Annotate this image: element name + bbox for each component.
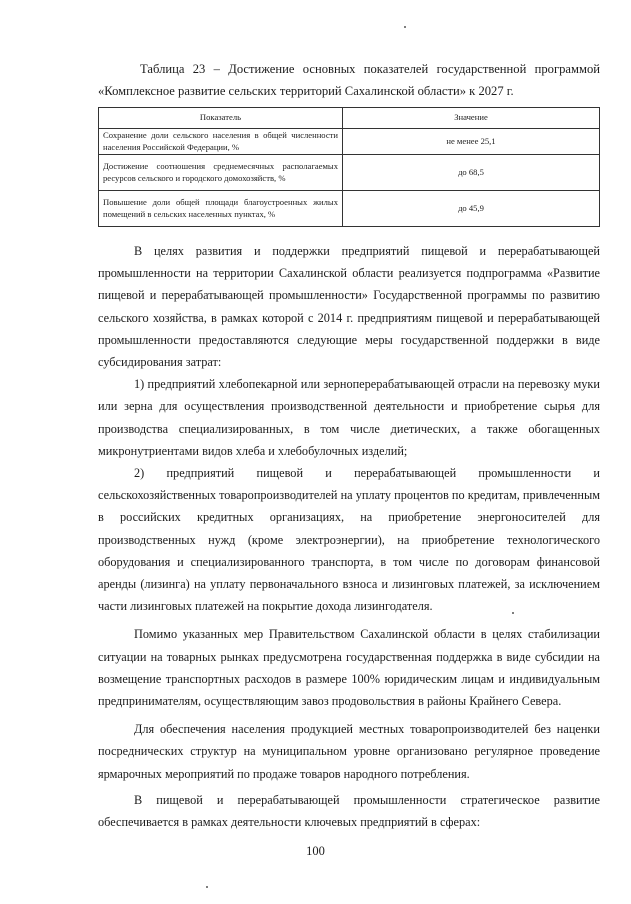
paragraph: Для обеспечения населения продукцией местных товаропроизводителей без наценки посреднических структур на муниципальном уровне организовано регулярное проведение ярмарочных мероприятий по продаже товаров народного потребления. <box>98 722 600 781</box>
paragraph: 1) предприятий хлебопекарной или зерноперерабатывающей отрасли на перевозку муки или зерна для осуществления производственной деятельности и приобретение сырья для производства специализированных, в том числе диетических, а также обогащенных микронутриентами видов хлеба и хлебобулочных изделий; <box>98 377 600 458</box>
value-cell: не менее 25,1 <box>343 129 600 155</box>
table-header-row <box>99 108 600 129</box>
indicators-table <box>98 107 600 227</box>
scan-speck <box>206 886 208 888</box>
table-caption-line-1: Таблица 23 – Достижение основных показателей государственной программой <box>140 62 600 76</box>
table-row <box>99 191 600 227</box>
indicator-cell: Сохранение доли сельского населения в общей численности населения Российской Федерации, % <box>99 129 343 155</box>
paragraph: Помимо указанных мер Правительством Сахалинской области в целях стабилизации ситуации на товарных рынках предусмотрена государственная поддержка в виде субсидии на возмещение транспортных расходов в размере 100% юридическим лицам и индивидуальным предпринимателям, осуществляющим завоз продовольствия в районы Крайнего Севера. <box>98 627 600 709</box>
paragraph: В пищевой и перерабатывающей промышленности стратегическое развитие обеспечивается в рамках деятельности ключевых предприятий в сферах: <box>98 792 600 830</box>
body-text <box>98 240 600 833</box>
value-cell: до 45,9 <box>343 191 600 227</box>
table-caption-line-2: «Комплексное развитие сельских территорий Сахалинской области» к 2027 г. <box>98 84 514 98</box>
indicator-cell: Повышение доли общей площади благоустроенных жилых помещений в сельских населенных пунктах, % <box>99 191 343 227</box>
scan-speck <box>512 612 514 614</box>
table-caption <box>98 58 600 102</box>
indicator-cell: Достижение соотношения среднемесячных располагаемых ресурсов сельского и городского домохозяйств, % <box>99 155 343 191</box>
value-cell: до 68,5 <box>343 155 600 191</box>
paragraph: 2) предприятий пищевой и перерабатывающей промышленности и сельскохозяйственных товаропроизводителей на уплату процентов по кредитам, привлеченным в российских кредитных организациях, на приобретение энергоносителей для производственных нужд (кроме электроэнергии), на приобретение технологического оборудования и специализированного транспорта, в том числе по договорам финансовой аренды (лизинга) на уплату первоначального взноса и лизинговых платежей, за исключением части лизинговых платежей на покрытие дохода лизингодателя. <box>98 466 600 614</box>
header-value: Значение <box>343 108 600 129</box>
scan-speck <box>404 26 406 28</box>
page-number: 100 <box>306 844 325 858</box>
paragraph: В целях развития и поддержки предприятий пищевой и перерабатывающей промышленности на территории Сахалинской области реализуется подпрограмма «Развитие пищевой и перерабатывающей промышленности» Государственной программы по развитию сельского хозяйства, в рамках которой с 2014 г. предприятиям пищевой и перерабатывающей промышленности предоставляются следующие меры государственной поддержки в виде субсидирования затрат: <box>98 244 600 370</box>
header-indicator: Показатель <box>99 108 343 129</box>
table-row <box>99 129 600 155</box>
table-row <box>99 155 600 191</box>
